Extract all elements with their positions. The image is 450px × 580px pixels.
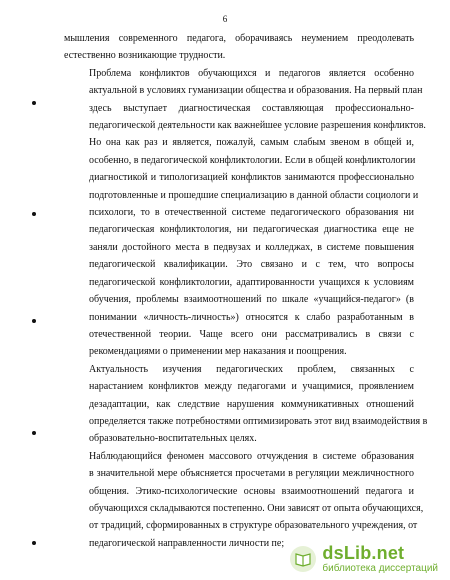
margin-dot <box>32 541 36 545</box>
margin-dot <box>32 319 36 323</box>
text-line: Но она как раз и является, пожалуй, самым слабым звеном в общей и, <box>89 137 414 149</box>
margin-dot <box>32 212 36 216</box>
text-line: мышления современного педагога, оборачиваясь неумением преодолевать <box>64 33 414 44</box>
paragraph <box>64 30 414 65</box>
text-line: понимании «личность-личность») относятся к слабо разработанным в <box>89 311 414 323</box>
text-line: здесь выступает диагностическая составляющая профессионально- <box>89 102 414 114</box>
text-line: Проблема конфликтов обучающихся и педагогов является особенно <box>89 67 414 79</box>
text-line: педагогическая конфликтология, ни педагогическая диагностика еще не <box>89 224 414 236</box>
text-line: педагогической квалификации. Это связано и с тем, что вопросы <box>89 259 414 271</box>
text-line: педагогической направленности личности пе; <box>89 537 285 549</box>
paragraph <box>64 361 428 448</box>
text-line: Актуальность изучения педагогических проблем, связанных с <box>89 363 414 375</box>
text-line: в значительной мере объясняется просчетами в регуляции межличностного <box>89 468 414 480</box>
text-line: подготовленные и прошедшие специализацию в данной области социологи и <box>89 189 419 201</box>
text-line: заняли достойного места в педвузах и колледжах, в системе повышения <box>89 241 414 253</box>
text-line: образовательно-воспитательных целях. <box>89 433 257 445</box>
text-line: Наблюдающийся феномен массового отчуждения в системе образования <box>89 450 414 462</box>
text-line: от традиций, сформированных в структуре образовательного учреждения, от <box>89 520 418 532</box>
text-line: психологи, то в отечественной системе педагогического образования ни <box>89 207 414 219</box>
watermark-subtitle: библиотека диссертаций <box>322 563 438 574</box>
text-line: отечественной теории. Чаще всего они рассматривались в связи с <box>89 328 414 340</box>
text-line: естественно возникающие трудности. <box>64 50 226 62</box>
text-line: рекомендациями о применении мер наказания и поощрения. <box>89 346 347 358</box>
text-line: особенно, в педагогической конфликтологии. Если в общей конфликтологии <box>89 154 416 166</box>
text-line: обучающихся складываются постепенно. Они зависят от опыта обучающихся, <box>89 502 424 514</box>
text-line: педагогической конфликтологии, адаптированности учащихся к условиям <box>89 276 414 288</box>
text-line: педагогической деятельности как важнейшее условие разрешения конфликтов. <box>89 120 426 132</box>
text-line: актуальной в условиях гуманизации общества и образования. На первый план <box>89 85 423 97</box>
text-line: диагностикой и типологизацией конфликтов занимаются профессионально <box>89 172 414 184</box>
text-line: нарастанием конфликтов между педагогами и учащимися, проявлением <box>89 381 414 393</box>
book-logo-icon <box>290 546 316 572</box>
margin-dot <box>32 101 36 105</box>
text-line: дезадаптации, как следствие нарушения коммуникативных отношений <box>89 398 414 410</box>
text-line: обучения, проблемы взаимоотношений по шкале «учащийся-педагог» (в <box>89 294 414 306</box>
paragraph <box>64 65 426 361</box>
paragraph <box>64 448 424 552</box>
margin-dot <box>32 431 36 435</box>
text-line: общения. Этико-психологические основы взаимоотношений педагога и <box>89 485 414 497</box>
watermark <box>290 544 438 574</box>
document-body <box>64 30 428 552</box>
watermark-brand: dsLib.net <box>322 543 405 563</box>
text-line: определяется также потребностями оптимизировать этот вид взаимодействия в <box>89 415 428 427</box>
page-number: 6 <box>222 14 228 24</box>
